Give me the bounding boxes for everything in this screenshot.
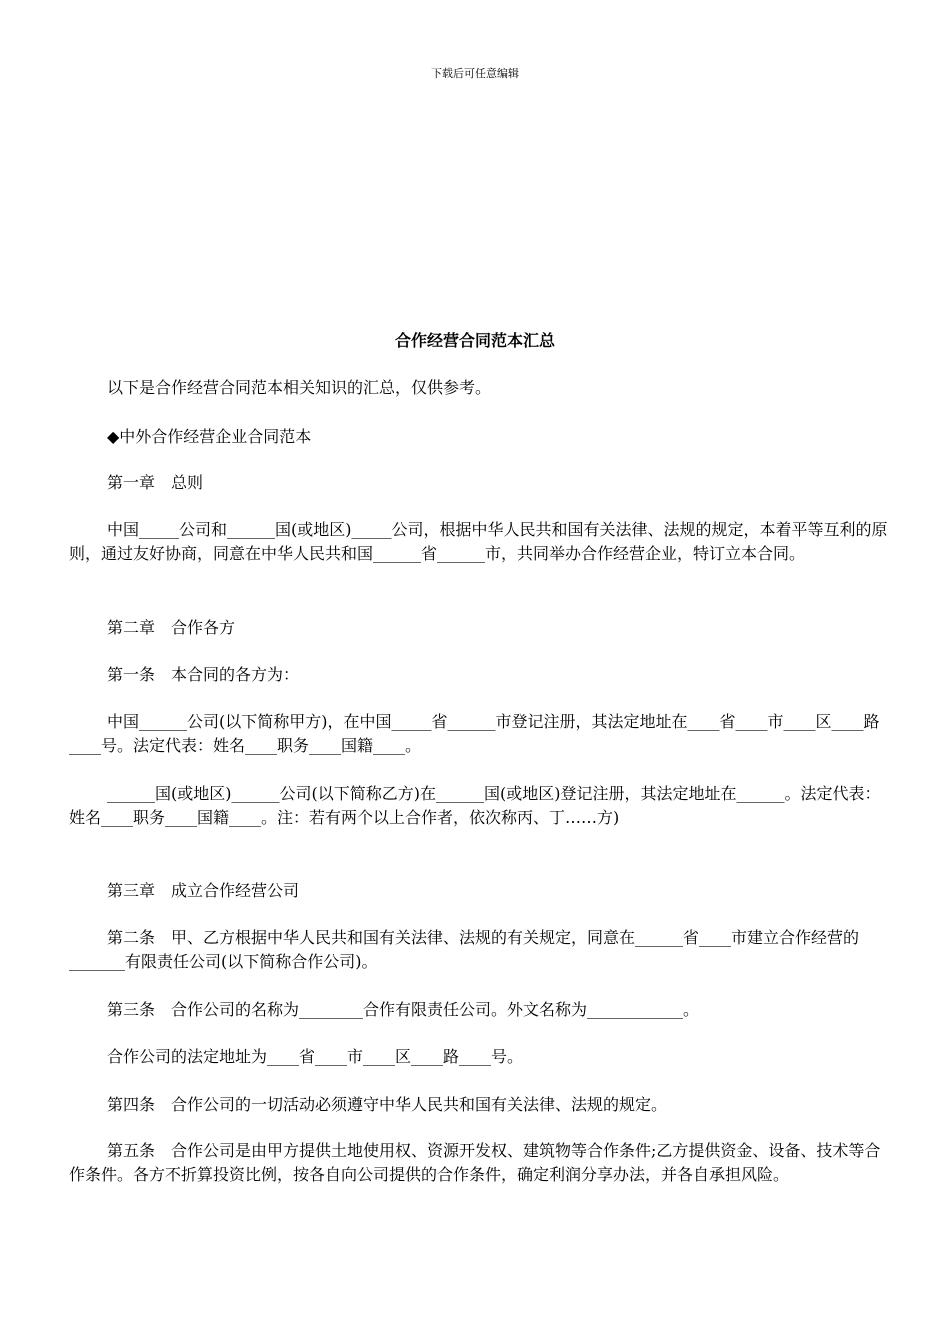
preamble-paragraph: 中国_____公司和______国(或地区)_____公司，根据中华人民共和国有关法律、法规的规定，本着平等互利的原则，通过友好协商，同意在中华人民共和国______省______市，共同举办合作经营企业，特订立本合同。 (69, 520, 888, 563)
section-heading: ◆中外合作经营企业合同范本 (107, 427, 312, 446)
article-1: 第一条 本合同的各方为： (107, 665, 300, 684)
article-4: 第四条 合作公司的一切活动必须遵守中华人民共和国有关法律、法规的规定。 (107, 1095, 668, 1114)
article-3: 第三条 合作公司的名称为________合作有限责任公司。外文名称为____________。 (107, 1000, 700, 1019)
chapter-2-heading: 第二章 合作各方 (107, 618, 236, 637)
chapter-3-heading: 第三章 成立合作经营公司 (107, 881, 300, 900)
chapter-1-heading: 第一章 总则 (107, 473, 204, 492)
intro-paragraph: 以下是合作经营合同范本相关知识的汇总，仅供参考。 (107, 378, 492, 397)
article-5: 第五条 合作公司是由甲方提供土地使用权、资源开发权、建筑物等合作条件;乙方提供资金、设备、技术等合作条件。各方不折算投资比例，按各自向公司提供的合作条件，确定利润分享办法，并各自承担风险。 (69, 1141, 881, 1184)
article-2: 第二条 甲、乙方根据中华人民共和国有关法律、法规的有关规定，同意在______省____市建立合作经营的_______有限责任公司(以下简称合作公司)。 (69, 928, 860, 971)
page-header-note: 下载后可任意编辑 (431, 67, 519, 80)
document-title: 合作经营合同范本汇总 (394, 331, 555, 350)
legal-address-paragraph: 合作公司的法定地址为____省____市____区____路____号。 (107, 1047, 524, 1066)
party-a-paragraph: 中国______公司(以下简称甲方)，在中国_____省______市登记注册，其法定地址在____省____市____区____路____号。法定代表：姓名____职务____国籍____。 (69, 712, 880, 755)
party-b-paragraph: ______国(或地区)______公司(以下简称乙方)在______国(或地区)登记注册，其法定地址在______。法定代表：姓名____职务____国籍____。注：若有两个以上合作者，依次称丙、丁……方) (69, 784, 881, 827)
